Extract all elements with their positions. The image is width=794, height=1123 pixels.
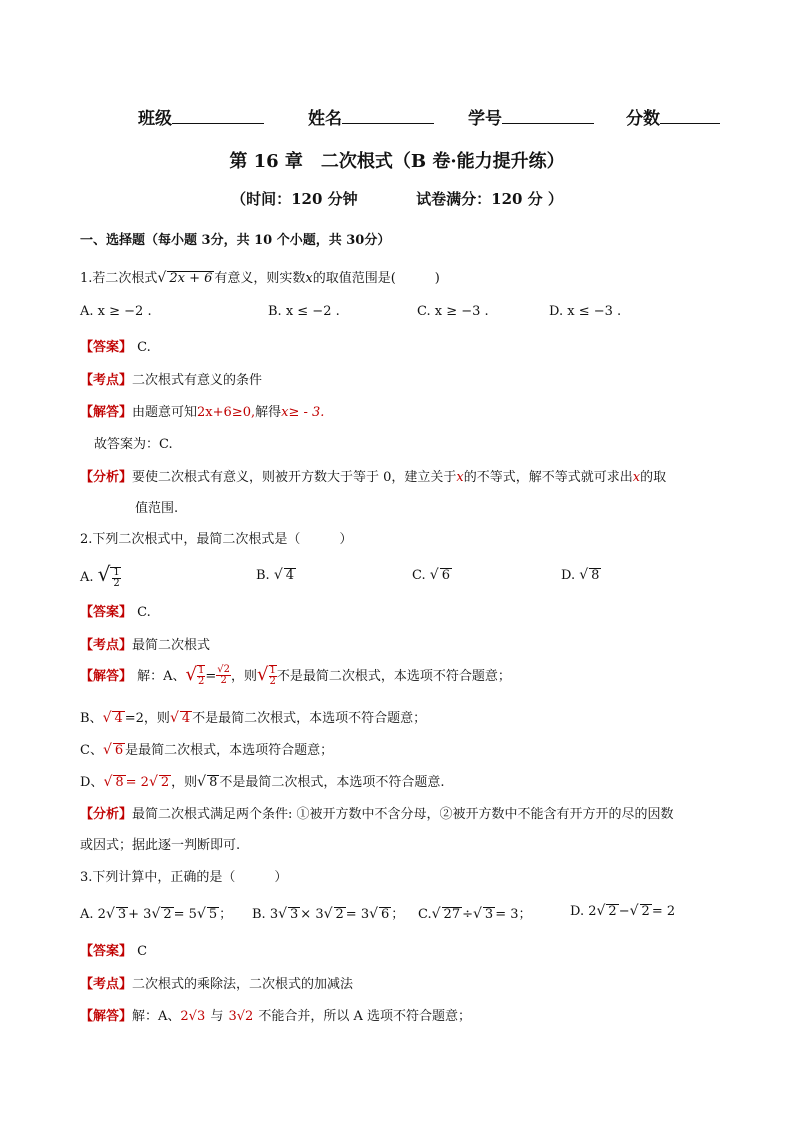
q3-option-b[interactable]: B. 3√ 3 × 3√ 2 = 3√ 6 ； xyxy=(252,906,405,922)
q2-sol-a-pre: 解：A、 xyxy=(137,669,186,684)
sqrt-symbol: √ xyxy=(323,906,333,922)
name-blank[interactable] xyxy=(342,105,434,124)
q3-c-2: ÷ xyxy=(462,907,473,922)
sqrt-symbol: √ xyxy=(151,906,161,922)
page-title: 第 16 章 二次根式（B 卷·能力提升练） xyxy=(229,151,565,172)
answer-tag: 【答案】 xyxy=(80,340,133,355)
q3-sol-pre: 解：A、 xyxy=(132,1009,181,1024)
q2-sol-b-rad2: 4 xyxy=(181,711,191,726)
q3-stem: 3.下列计算中，正确的是（ ） xyxy=(80,870,288,885)
sqrt-symbol: √ xyxy=(278,906,288,922)
solution-tag: 【解答】 xyxy=(80,669,133,684)
q2-sol-a-num2: √2 xyxy=(217,664,230,675)
q3-b-2: × 3 xyxy=(300,907,324,922)
q2-opt-d-label: D. xyxy=(561,568,576,583)
q2-sol-a-num3: 1 xyxy=(269,664,276,676)
q1-solution-pre: 由题意可知 xyxy=(132,405,198,420)
q2-sol-d-eq: = 2 xyxy=(125,775,149,790)
q3-c-1: C. xyxy=(418,907,432,922)
sqrt-symbol: √ xyxy=(473,906,482,922)
q3-d-3: = 2 xyxy=(651,904,676,919)
q2-analysis-cont: 或因式；据此逐一判断即可. xyxy=(80,838,241,853)
q1-option-a[interactable]: A. x ≥ −2 . xyxy=(80,304,152,319)
sqrt-symbol: √ xyxy=(102,710,112,726)
q2-solution-c xyxy=(80,739,333,758)
q1-analysis xyxy=(80,466,666,485)
class-label: 班级 xyxy=(138,109,172,129)
q3-b-1: B. 3 xyxy=(252,907,279,922)
q3-answer-value: C xyxy=(137,944,148,959)
q1-answer xyxy=(80,336,151,355)
q3-sol-mid: 与 xyxy=(210,1009,224,1024)
q2-sol-b-rad: 4 xyxy=(114,711,123,726)
q2-sol-a-den: 2 xyxy=(197,675,205,687)
q2-sol-b-eq: =2，则 xyxy=(124,711,170,726)
q3-sol-a2: 3√2 xyxy=(228,1009,254,1024)
sqrt-symbol: √ xyxy=(105,906,115,922)
sqrt-symbol: √ xyxy=(369,906,379,922)
sqrt-symbol: √ xyxy=(257,664,269,685)
q2-sol-a-eq: = xyxy=(205,669,217,684)
q2-sol-a-den3: 2 xyxy=(269,675,276,687)
q2-sol-c-rad: 6 xyxy=(114,743,124,758)
q2-sol-a-den2: 2 xyxy=(220,675,227,686)
solution-tag: 【解答】 xyxy=(80,1009,133,1024)
analysis-tag: 【分析】 xyxy=(80,807,133,822)
sqrt-symbol: √ xyxy=(431,906,441,922)
name-label: 姓名 xyxy=(308,109,342,129)
sqrt-symbol: √ xyxy=(429,567,439,583)
q2-sol-a-num: 1 xyxy=(197,664,205,676)
q2-answer xyxy=(80,601,151,620)
q3-b-end: ； xyxy=(391,907,405,922)
q1-radicand: 2x + 6 xyxy=(169,271,213,286)
q2-sol-d-mid: ，则 xyxy=(171,775,198,790)
q1-point xyxy=(80,369,262,388)
q2-sol-a-post: 不是最简二次根式，本选项不符合题意； xyxy=(276,669,511,684)
q2-option-b[interactable] xyxy=(256,567,296,583)
q2-analysis-1: 最简二次根式满足两个条件: ①被开方数中不含分母，②被开方数中不能含有开方开的尽的因数 xyxy=(132,807,674,822)
class-blank[interactable] xyxy=(172,105,264,124)
q2-sol-d-rad: 8 xyxy=(115,775,124,790)
section-title: 一、选择题（每小题 3分，共 10 个小题，共 30分） xyxy=(80,233,391,248)
q2-solution-a xyxy=(80,664,511,687)
q1-answer-value: C. xyxy=(137,340,151,355)
sqrt-symbol: √ xyxy=(596,903,606,919)
point-tag: 【考点】 xyxy=(80,977,133,992)
sqrt-symbol: √ xyxy=(196,906,206,922)
q2-sol-a-mid: ，则 xyxy=(231,669,258,684)
q2-point-value: 最简二次根式 xyxy=(132,638,211,653)
q2-sol-b-pre: B、 xyxy=(80,711,103,726)
student-id-field[interactable] xyxy=(468,104,594,129)
q2-opt-d-rad: 8 xyxy=(591,568,600,583)
q2-sol-d-post: 不是最简二次根式，本选项不符合题意. xyxy=(219,775,445,790)
q3-a-3: = 5 xyxy=(173,907,197,922)
sqrt-symbol: √ xyxy=(102,742,112,758)
q2-sol-c-pre: C、 xyxy=(80,743,103,758)
q3-a-end: ； xyxy=(219,907,233,922)
sqrt-symbol: √ xyxy=(148,774,158,790)
q3-point-value: 二次根式的乘除法，二次根式的加减法 xyxy=(132,977,354,992)
q1-stem-end: 的取值范围是( ) xyxy=(312,271,440,286)
q2-solution-d xyxy=(80,771,445,790)
q1-option-c[interactable]: C. x ≥ −3 . xyxy=(417,304,489,319)
q2-stem: 2.下列二次根式中，最简二次根式是（ ） xyxy=(80,532,353,547)
q2-opt-b-label: B. xyxy=(256,568,270,583)
solution-tag: 【解答】 xyxy=(80,405,133,420)
q2-opt-c-label: C. xyxy=(412,568,426,583)
point-tag: 【考点】 xyxy=(80,638,133,653)
q1-option-d[interactable]: D. x ≤ −3 . xyxy=(549,304,622,319)
sqrt-symbol: √ xyxy=(169,710,179,726)
q1-solution-mid: 解得 xyxy=(255,405,282,420)
q1-analysis-cont: 值范围. xyxy=(135,501,179,516)
sqrt-symbol: √ xyxy=(97,562,111,586)
q2-option-d[interactable] xyxy=(561,567,601,583)
q3-answer xyxy=(80,940,147,959)
exam-subtitle xyxy=(0,188,794,209)
q2-sol-d-rad3: 8 xyxy=(209,775,218,790)
sqrt-symbol: √ xyxy=(579,567,589,583)
score-blank[interactable] xyxy=(660,105,720,124)
q2-analysis xyxy=(80,803,674,822)
q2-option-a[interactable] xyxy=(80,562,121,589)
q1-point-value: 二次根式有意义的条件 xyxy=(132,373,263,388)
q2-sol-c-post: 是最简二次根式，本选项符合题意； xyxy=(125,743,334,758)
subtitle-time: （时间：120 分钟 xyxy=(231,190,358,208)
q1-solution-math: 2x+6≥0, xyxy=(197,405,256,420)
sqrt-symbol: √ xyxy=(629,903,639,919)
q3-d-1: D. 2 xyxy=(570,904,597,919)
q1-solution xyxy=(80,401,324,420)
q1-option-b[interactable]: B. x ≤ −2 . xyxy=(268,304,340,319)
q3-sol-a1: 2√3 xyxy=(180,1009,206,1024)
q2-sol-d-rad2: 2 xyxy=(160,775,170,790)
sqrt-symbol: √ xyxy=(185,664,197,685)
q1-analysis-3: 的取 xyxy=(640,470,667,485)
q2-option-c[interactable] xyxy=(412,567,452,583)
q3-option-c[interactable]: C.√ 27 ÷√ 3 = 3； xyxy=(418,906,532,922)
q1-var: x xyxy=(305,271,313,286)
answer-tag: 【答案】 xyxy=(80,605,133,620)
q2-sol-b-post: 不是最简二次根式，本选项不符合题意； xyxy=(192,711,427,726)
q3-sol-post: 不能合并，所以 A 选项不符合题意； xyxy=(258,1009,472,1024)
q1-stem-post: 有意义，则实数 xyxy=(214,271,306,286)
answer-tag: 【答案】 xyxy=(80,944,133,959)
analysis-tag: 【分析】 xyxy=(80,470,133,485)
q3-c-end: ； xyxy=(518,907,532,922)
q2-point xyxy=(80,634,210,653)
q1-analysis-var2: x xyxy=(632,470,641,485)
point-tag: 【考点】 xyxy=(80,373,133,388)
student-id-blank[interactable] xyxy=(502,105,594,124)
q2-opt-c-rad: 6 xyxy=(441,568,450,583)
q3-point xyxy=(80,973,353,992)
q3-b-3: = 3 xyxy=(345,907,370,922)
q3-c-3: = 3 xyxy=(495,907,519,922)
q3-option-a[interactable]: A. 2√ 3 + 3√ 2 = 5√ 5 ； xyxy=(80,906,233,922)
q1-analysis-var: x xyxy=(456,470,464,485)
sqrt-symbol: √ xyxy=(197,774,207,790)
q3-a-1: A. 2 xyxy=(80,907,106,922)
q2-opt-b-rad: 4 xyxy=(285,568,295,583)
q2-opt-a-den: 2 xyxy=(113,577,120,589)
q3-d-2: − xyxy=(618,904,630,919)
q1-stem xyxy=(80,267,440,286)
score-field[interactable] xyxy=(626,104,720,129)
q3-a-2: + 3 xyxy=(128,907,152,922)
q2-answer-value: C. xyxy=(137,605,151,620)
q1-solution-result: x≥ - 3. xyxy=(281,405,325,420)
q2-sol-d-pre: D、 xyxy=(80,775,104,790)
q2-opt-a-num: 1 xyxy=(113,566,120,578)
sqrt-symbol: √ xyxy=(103,774,113,790)
q1-analysis-1: 要使二次根式有意义，则被开方数大于等于 0，建立关于 xyxy=(132,470,457,485)
q2-solution-b xyxy=(80,707,426,726)
q1-stem-pre: 1.若二次根式 xyxy=(80,271,158,286)
sqrt-symbol: √ xyxy=(273,567,283,583)
class-field[interactable] xyxy=(138,104,264,129)
sqrt-symbol: √ xyxy=(157,270,167,286)
q2-opt-a-label: A. xyxy=(80,570,94,585)
q1-conclusion: 故答案为：C. xyxy=(94,437,173,452)
student-id-label: 学号 xyxy=(468,109,502,129)
q3-option-d[interactable]: D. 2√ 2 −√ 2 = 2 xyxy=(570,903,676,919)
subtitle-score: 试卷满分：120 分 ） xyxy=(416,190,563,208)
q3-solution xyxy=(80,1005,471,1024)
q1-analysis-2: 的不等式，解不等式就可求出 xyxy=(463,470,633,485)
score-label: 分数 xyxy=(626,109,660,129)
name-field[interactable] xyxy=(308,104,434,129)
